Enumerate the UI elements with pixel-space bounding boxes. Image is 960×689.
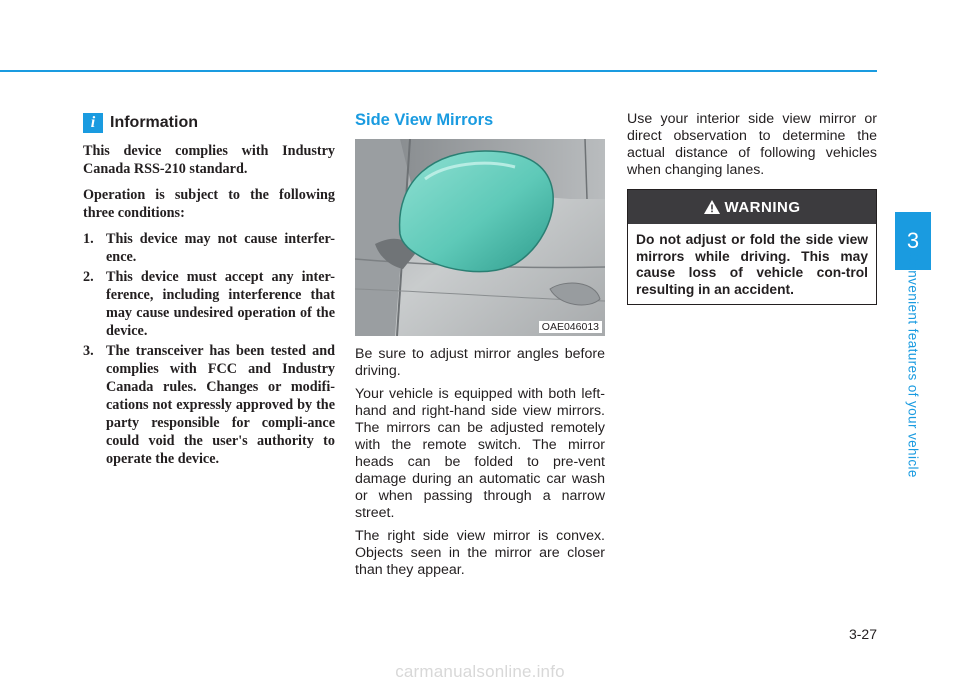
page-number: 3-27: [848, 626, 877, 642]
list-item-text: This device must accept any inter-ference, including interference that may cause undesired operation of the device.: [106, 269, 335, 339]
list-item-number: 2.: [83, 269, 94, 285]
list-item-text: This device may not cause interfer-ence.: [106, 231, 335, 265]
watermark: carmanualsonline.info: [395, 662, 565, 681]
side-mirror-figure: [355, 139, 605, 336]
chapter-side-label: Convenient features of your vehicle: [905, 252, 921, 478]
information-heading-row: [83, 112, 335, 134]
list-item-text: The transceiver has been tested and complies with FCC and Industry Canada rules. Changes or modifi-cations not expressly approved by the party responsible for compli-ance could void the user's authority to operate the device.: [106, 343, 335, 467]
mirrors-para-3: The right side view mirror is convex. Objects seen in the mirror are closer than they appear.: [355, 528, 605, 578]
list-item: [83, 342, 335, 468]
header-rule: [0, 70, 877, 72]
mirrors-para-1: Be sure to adjust mirror angles before driving.: [355, 346, 605, 379]
list-item: [83, 230, 335, 266]
list-item-number: 3.: [83, 343, 94, 359]
warning-text: Do not adjust or fold the side view mirrors while driving. This may cause loss of vehicle con-trol resulting in an accident.: [636, 232, 868, 297]
conditions-list: [83, 230, 335, 468]
section-title: Side View Mirrors: [355, 111, 494, 129]
right-column: [627, 111, 877, 179]
figure-code: OAE046013: [539, 321, 602, 333]
right-para-1: Use your interior side view mirror or direct observation to determine the actual distance of following vehicles when changing lanes.: [627, 111, 877, 178]
list-item-number: 1.: [83, 231, 94, 247]
mirrors-para-2: Your vehicle is equipped with both left-hand and right-hand side view mirrors. The mirrors can be adjusted remotely with the remote switch. The mirror heads can be folded to pre-vent damage during an automatic car wash or when passing through a narrow street.: [355, 386, 605, 521]
info-icon: i: [83, 113, 103, 133]
side-mirror-illustration: [355, 139, 605, 336]
warning-label: WARNING: [724, 198, 801, 216]
warning-box: [627, 189, 877, 305]
information-para-1: This device complies with Industry Canada RSS-210 standard.: [83, 143, 335, 177]
information-box: [83, 112, 335, 470]
mirrors-body: [355, 346, 605, 579]
list-item: [83, 268, 335, 340]
information-para-2: Operation is subject to the following three conditions:: [83, 187, 335, 221]
information-heading: Information: [110, 114, 198, 131]
mirrors-section: [355, 111, 605, 585]
chapter-number: 3: [906, 228, 920, 253]
right-column-body: [627, 111, 877, 179]
warning-triangle-icon: [704, 200, 720, 214]
warning-header: [628, 190, 876, 224]
